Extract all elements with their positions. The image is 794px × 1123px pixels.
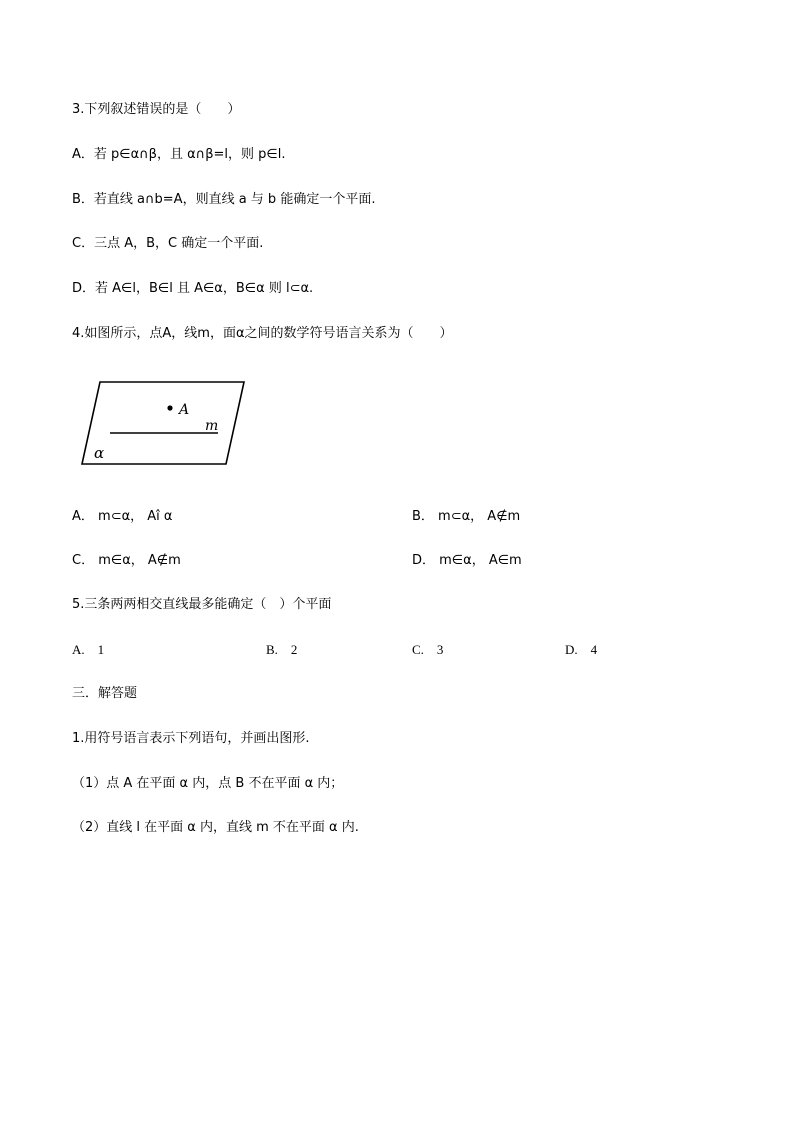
section-3-question-1-part-2: （2）直线 l 在平面 α 内，直线 m 不在平面 α 内. (72, 820, 359, 835)
question-4-option-a: A． m⊂α， Aî α (72, 509, 173, 524)
question-4-option-d: D． m∈α， A∈m (412, 553, 522, 568)
question-4-option-c: C． m∈α， A∉m (72, 553, 181, 568)
section-3-question-1-stem: 1.用符号语言表示下列语句，并画出图形. (72, 731, 310, 746)
point-a-label: A (179, 402, 190, 418)
question-3-option-a: A．若 p∈α∩β，且 α∩β=l，则 p∈l. (72, 147, 286, 162)
question-3-option-c: C．三点 A，B，C 确定一个平面. (72, 236, 264, 251)
question-4-option-b: B． m⊂α， A∉m (412, 509, 521, 524)
question-3-option-d: D．若 A∈l，B∈l 且 A∈α，B∈α 则 l⊂α. (72, 281, 314, 296)
point-a-dot (167, 405, 172, 410)
plane-alpha-label: α (94, 444, 105, 462)
question-4-stem: 4.如图所示，点A，线m，面α之间的数学符号语言关系为（ ） (72, 326, 453, 341)
question-3-option-b: B．若直线 a∩b=A，则直线 a 与 b 能确定一个平面. (72, 192, 376, 207)
plane-parallelogram (82, 382, 244, 464)
section-3-title: 三．解答题 (72, 686, 138, 701)
section-3-question-1-part-1: （1）点 A 在平面 α 内，点 B 不在平面 α 内； (72, 776, 344, 791)
plane-figure (78, 378, 250, 470)
question-5-stem: 5.三条两两相交直线最多能确定（ ）个平面 (72, 597, 332, 612)
line-m-label: m (205, 418, 219, 434)
question-5-option-a: A. 1 (72, 642, 105, 657)
question-5-option-b: B. 2 (266, 642, 298, 657)
question-5-option-d: D. 4 (565, 642, 598, 657)
question-3-stem: 3.下列叙述错误的是（ ） (72, 102, 241, 117)
question-5-option-c: C. 3 (412, 642, 444, 657)
